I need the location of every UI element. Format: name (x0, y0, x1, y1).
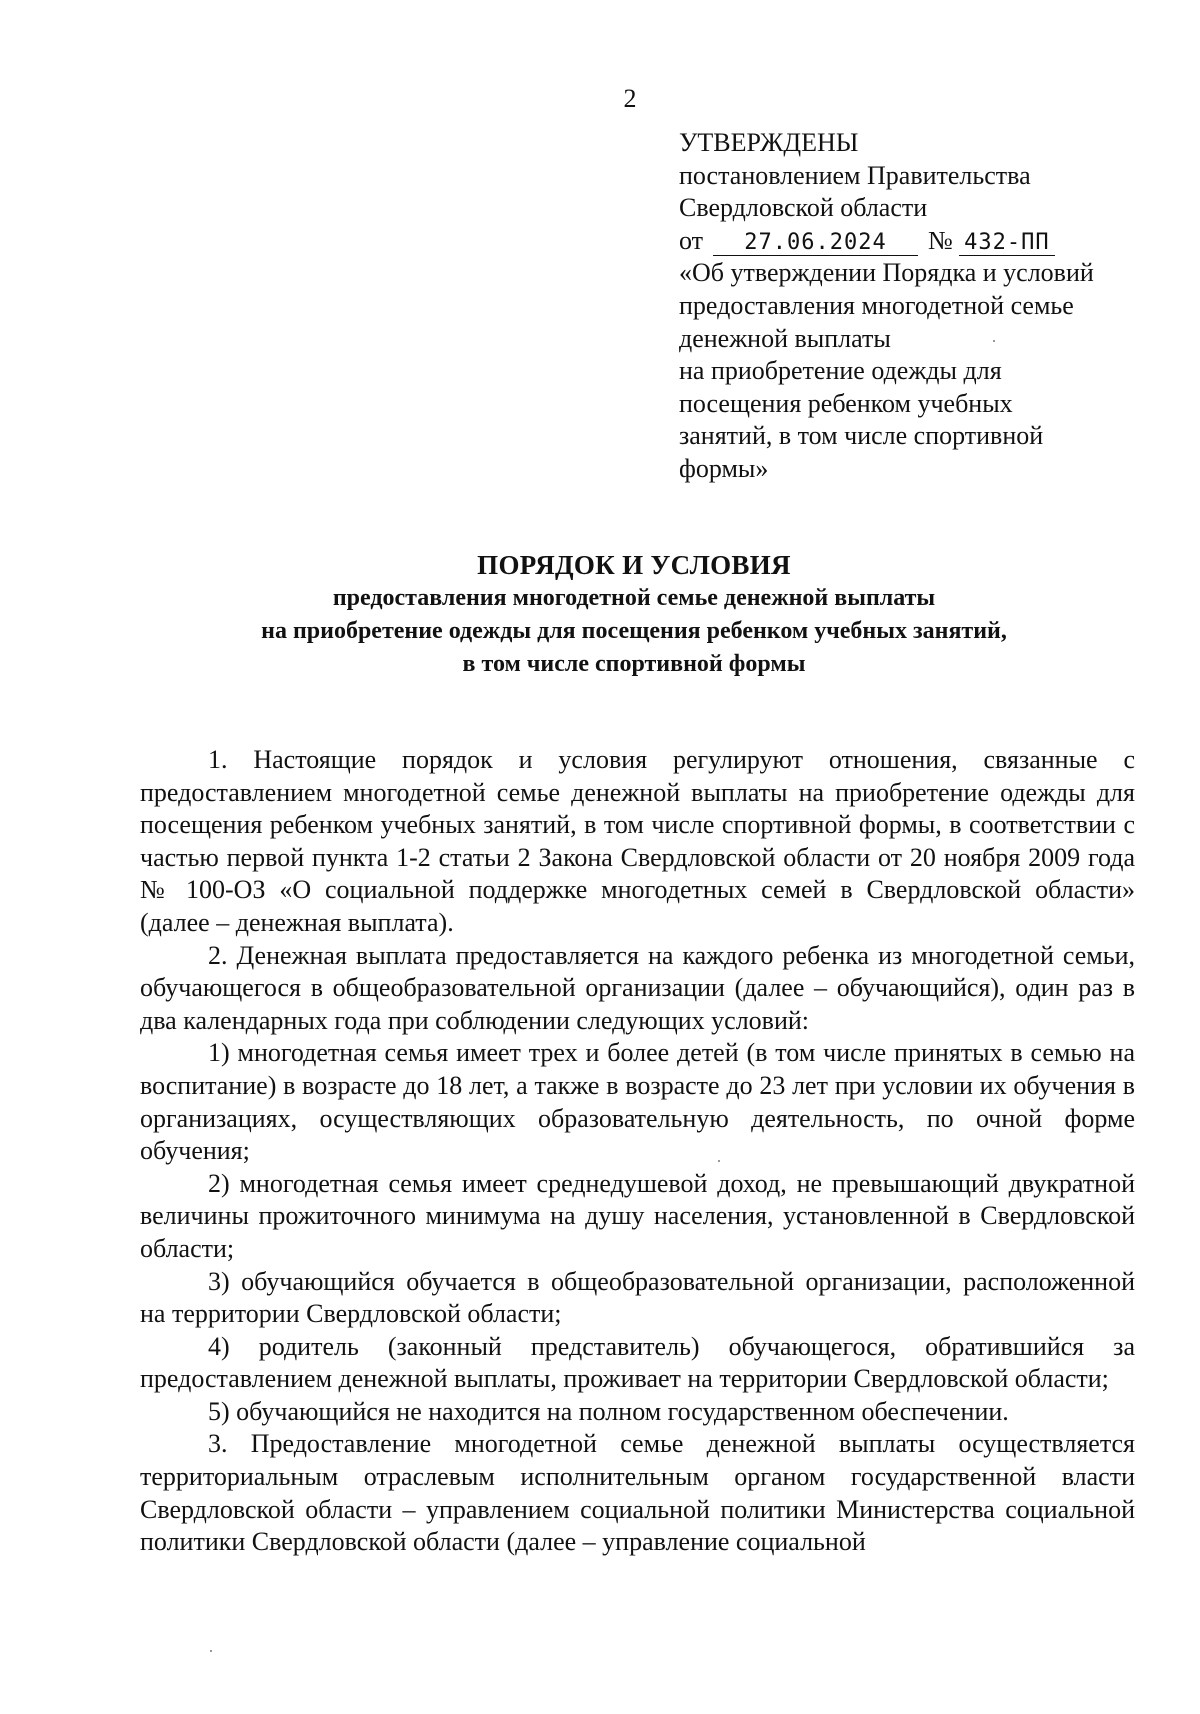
approval-title-line: формы» (679, 453, 769, 483)
condition-5: 5) обучающийся не находится на полном государственном обеспечении. (208, 1396, 1009, 1426)
approval-title-line: «Об утверждении Порядка и условий (679, 258, 1094, 288)
scan-speck (718, 1160, 720, 1162)
condition-3: 3) обучающийся обучается в общеобразовательной организации, расположенной на территории Свердловской области; (140, 1266, 1135, 1329)
approval-title-line: посещения ребенком учебных (679, 388, 1013, 418)
approval-line: постановлением Правительства (679, 160, 1031, 190)
page-number: 2 (623, 84, 637, 113)
document-title-subline: в том числе спортивной формы (462, 651, 806, 677)
document-title (0, 549, 1200, 681)
scan-speck (210, 1650, 212, 1652)
date-prefix: от (679, 225, 704, 255)
document-title-subline: на приобретение одежды для посещения ребенком учебных занятий, (261, 618, 1007, 644)
paragraph-1: 1. Настоящие порядок и условия регулируют отношения, связанные с предоставлением многодетной семье денежной выплаты на приобретение одежды для посещения ребенком учебных занятий, в том числе спортивной формы, в соответствии с частью первой пункта 1-2 статьи 2 Закона Свердловской области от 20 ноября 2009 года № 100-ОЗ «О социальной поддержке многодетных семей в Свердловской области» (далее – денежная выплата). (140, 745, 1135, 937)
approval-title-line: занятий, в том числе спортивной (679, 421, 1044, 451)
number-sign: № (928, 225, 953, 255)
approval-date: 27.06.2024 (713, 231, 918, 256)
approval-title-line: на приобретение одежды для (679, 356, 1002, 386)
condition-1: 1) многодетная семья имеет трех и более детей (в том числе принятых в семью на воспитание) в возрасте до 18 лет, а также в возрасте до 23 лет при условии их обучения в организациях, осуществляющих образовательную деятельность, по очной форме обучения; (140, 1038, 1135, 1166)
paragraph-3: 3. Предоставление многодетной семье денежной выплаты осуществляется территориальным отраслевым исполнительным органом государственной власти Свердловской области – управлением социальной политики Министерства социальной политики Свердловской области (далее – управление социальной (140, 1429, 1135, 1557)
condition-4: 4) родитель (законный представитель) обучающегося, обратившийся за предоставлением денежной выплаты, проживает на территории Свердловской области; (140, 1331, 1135, 1394)
approval-number: 432-ПП (959, 231, 1055, 256)
condition-2: 2) многодетная семья имеет среднедушевой доход, не превышающий двукратной величины прожиточного минимума на душу населения, установленной в Свердловской области; (140, 1168, 1135, 1263)
approval-heading: УТВЕРЖДЕНЫ (679, 128, 859, 157)
document-body (140, 744, 1135, 1559)
approval-date-line (679, 225, 1149, 258)
scan-speck (993, 340, 995, 342)
document-title-subline: предоставления многодетной семье денежной выплаты (332, 585, 936, 611)
approval-line: Свердловской области (679, 193, 928, 223)
paragraph-2: 2. Денежная выплата предоставляется на каждого ребенка из многодетной семьи, обучающегося в общеобразовательной организации (далее – обучающийся), один раз в два календарных года при соблюдении следующих условий: (140, 940, 1135, 1035)
approval-block (679, 127, 1149, 486)
document-title-main: ПОРЯДОК И УСЛОВИЯ (477, 550, 791, 580)
approval-title-line: предоставления многодетной семье (679, 290, 1074, 320)
approval-title-line: денежной выплаты (679, 323, 891, 353)
